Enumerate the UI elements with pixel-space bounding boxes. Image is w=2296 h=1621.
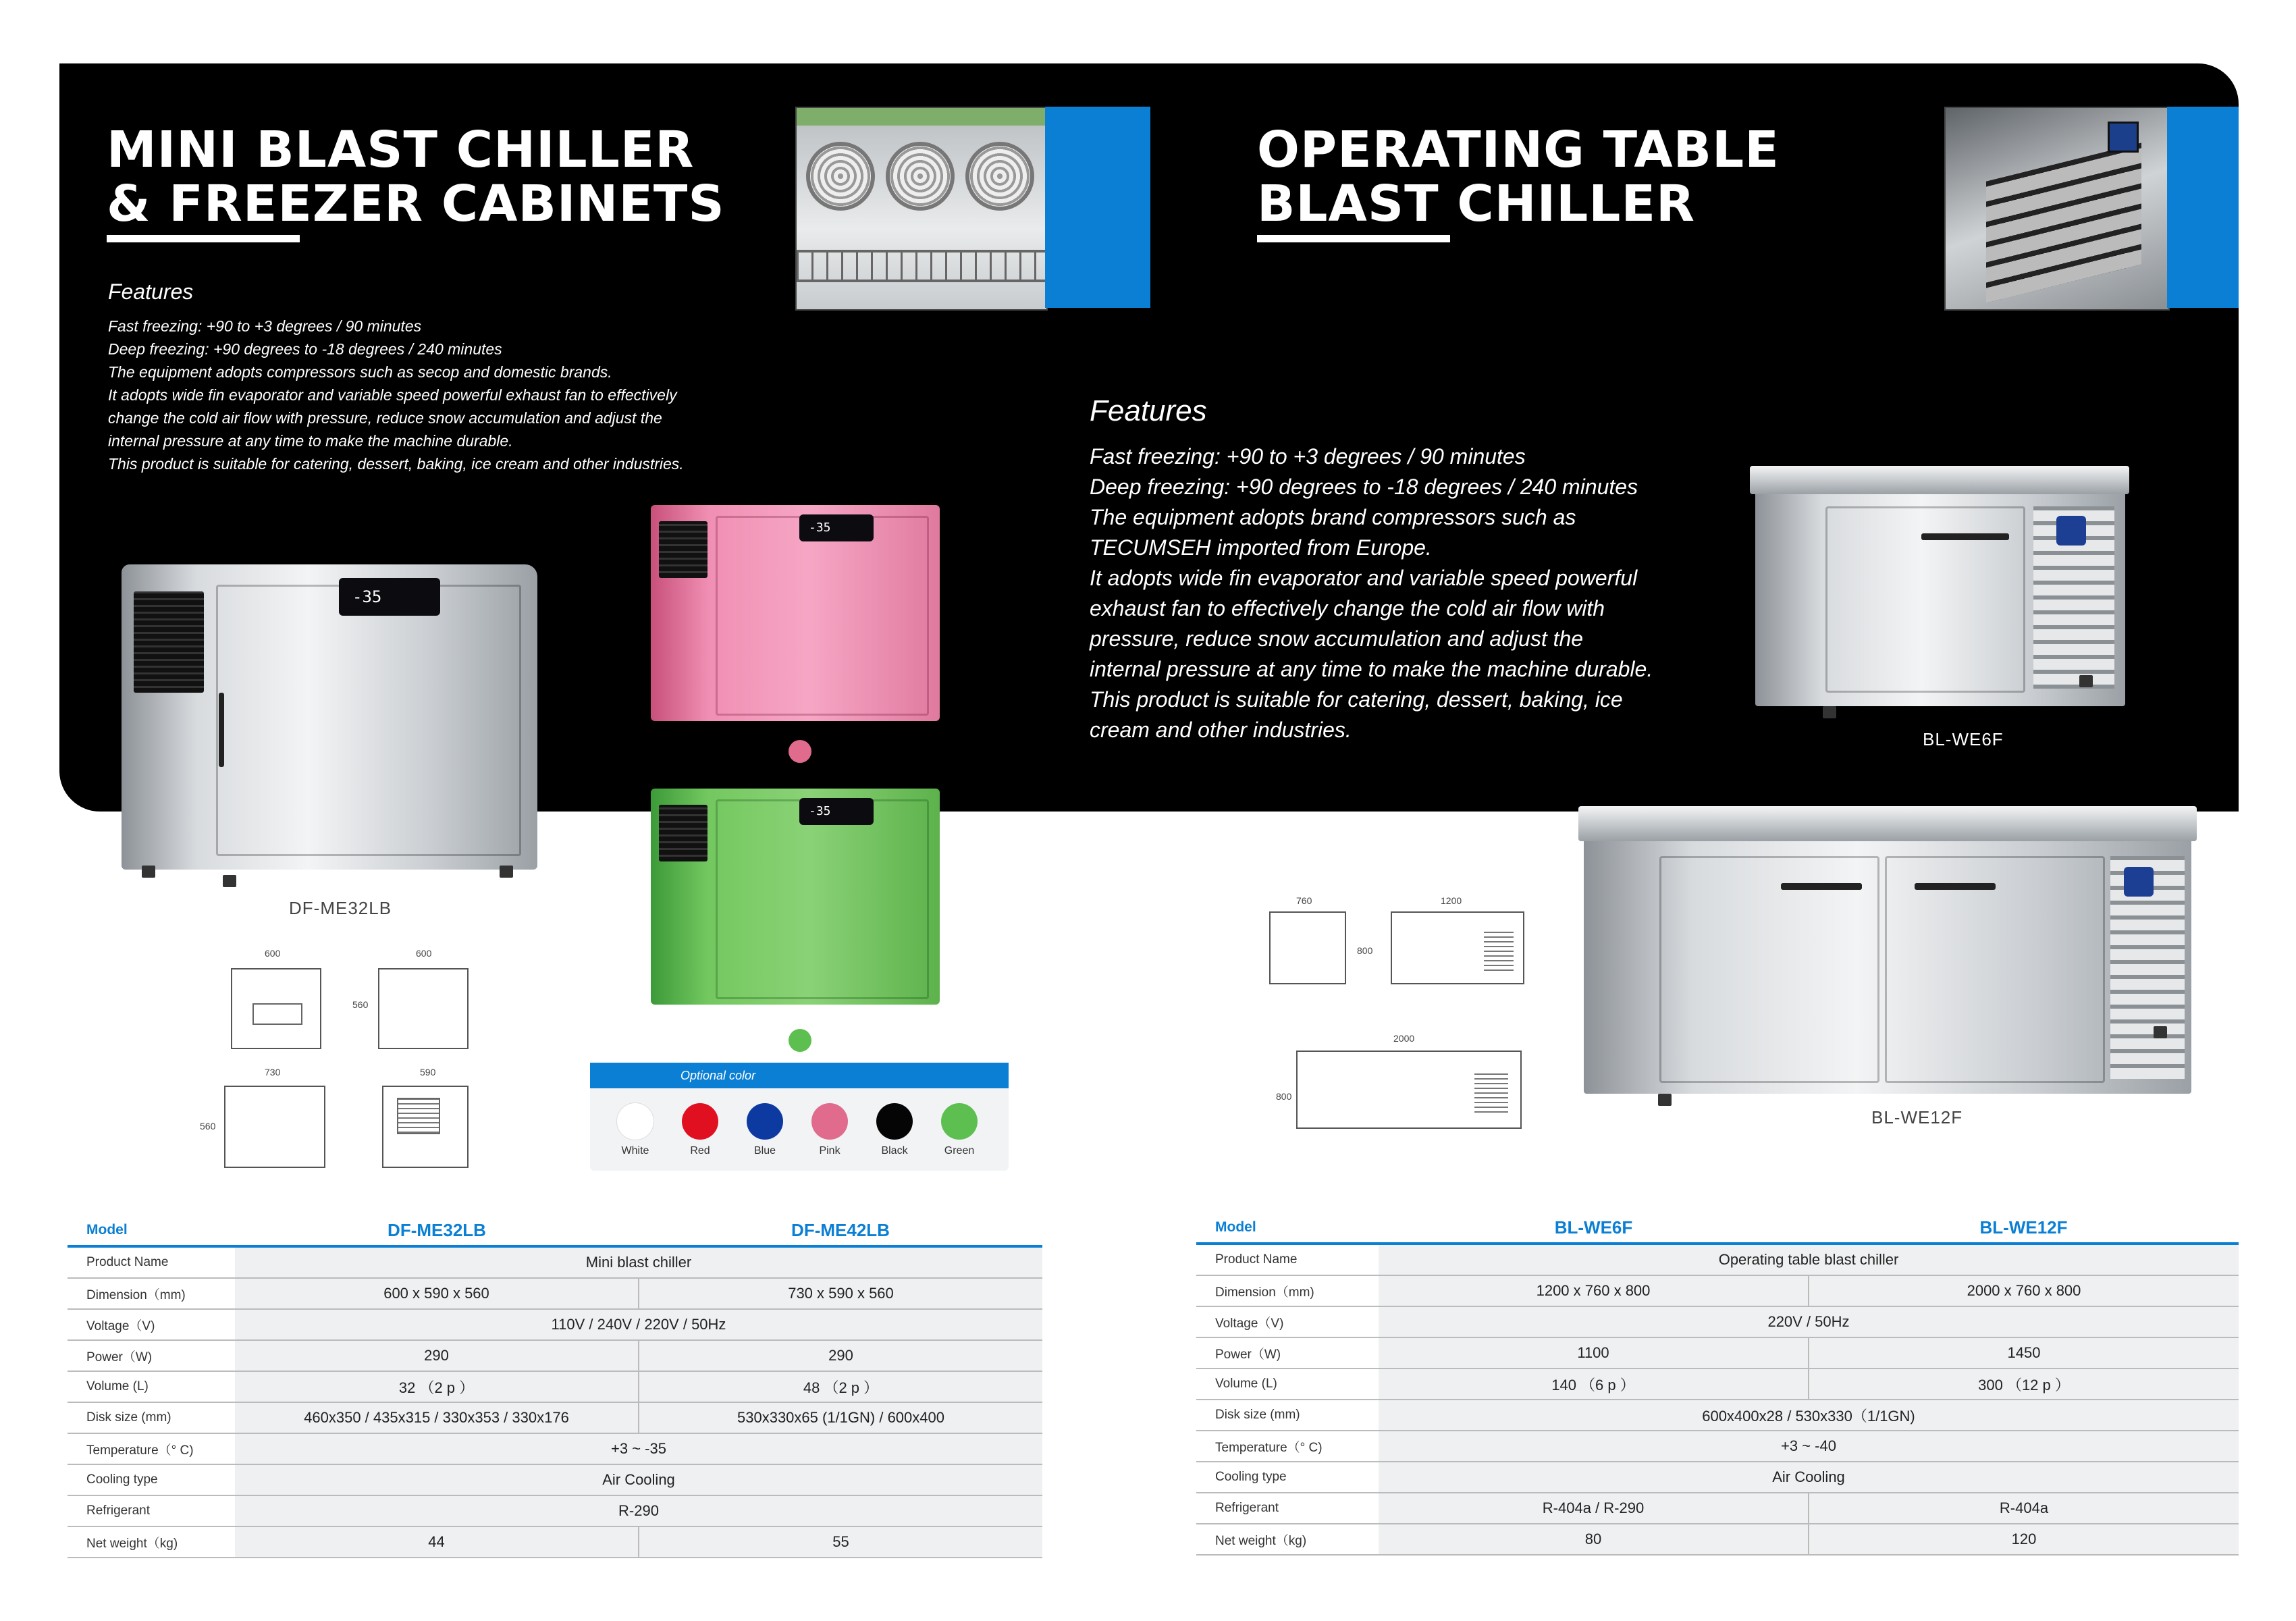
row-value: 290 bbox=[235, 1340, 639, 1371]
side-view-drawing bbox=[378, 968, 469, 1049]
table-display bbox=[2124, 867, 2154, 897]
model-caption-df-me32lb: DF-ME32LB bbox=[289, 898, 392, 918]
drawing-grille bbox=[1484, 930, 1514, 971]
left-title-line2: & FREEZER CABINETS bbox=[107, 175, 725, 233]
row-value: 600 x 590 x 560 bbox=[235, 1278, 639, 1309]
row-value: 530x330x65 (1/1GN) / 600x400 bbox=[639, 1402, 1042, 1433]
fan-icon bbox=[965, 142, 1034, 211]
row-label: Volume (L) bbox=[68, 1371, 235, 1402]
color-swatch-label: Red bbox=[690, 1145, 710, 1157]
dim-label: 590 bbox=[420, 1067, 436, 1078]
green-cabinet-image bbox=[651, 789, 940, 1005]
row-label: Disk size (mm) bbox=[68, 1402, 235, 1433]
model-caption-bl-we6f: BL-WE6F bbox=[1923, 729, 2004, 749]
model-name: BL-WE12F bbox=[1809, 1213, 2239, 1244]
silver-cabinet-image bbox=[122, 564, 537, 870]
dim-label: 2000 bbox=[1393, 1033, 1415, 1044]
drawing-window bbox=[252, 1003, 302, 1025]
front-view-drawing bbox=[231, 968, 321, 1049]
table-front-drawing bbox=[1391, 911, 1524, 984]
left-features-heading: Features bbox=[108, 280, 194, 304]
display-reading: -35 bbox=[352, 587, 382, 606]
model-label: Model bbox=[68, 1215, 235, 1246]
cabinet-foot bbox=[223, 875, 236, 887]
table-top bbox=[1578, 806, 2197, 841]
row-value: 1100 bbox=[1379, 1337, 1809, 1368]
row-label: Dimension（mm) bbox=[1196, 1275, 1379, 1306]
table-row bbox=[1196, 1275, 2239, 1306]
row-value: R-404a bbox=[1809, 1493, 2239, 1524]
row-value: 48 （2 p ） bbox=[639, 1371, 1042, 1402]
right-spec-table bbox=[1196, 1213, 2239, 1556]
dim-label: 800 bbox=[1357, 945, 1373, 956]
table-foot bbox=[1823, 706, 1836, 718]
table-row bbox=[68, 1309, 1042, 1340]
door-handle bbox=[1915, 883, 1996, 890]
table-row bbox=[1196, 1524, 2239, 1555]
right-features-list bbox=[1090, 442, 1653, 745]
table-display bbox=[2056, 516, 2086, 546]
row-value: 290 bbox=[639, 1340, 1042, 1371]
table-header-row bbox=[1196, 1213, 2239, 1244]
pink-color-dot bbox=[789, 740, 811, 763]
row-label: Cooling type bbox=[1196, 1462, 1379, 1493]
row-value: 1450 bbox=[1809, 1337, 2239, 1368]
model-name: DF-ME32LB bbox=[235, 1215, 639, 1246]
cabinet-display bbox=[339, 578, 440, 616]
dim-label: 560 bbox=[200, 1121, 216, 1132]
bl-we12f-table-image bbox=[1584, 816, 2191, 1094]
fan-icon bbox=[886, 142, 955, 211]
right-title-line1: OPERATING TABLE bbox=[1257, 121, 1780, 179]
right-feature: Deep freezing: +90 degrees to -18 degrees / 240 minutes bbox=[1090, 475, 1638, 499]
right-feature: pressure, reduce snow accumulation and adjust the bbox=[1090, 627, 1584, 651]
row-value: +3 ~ -40 bbox=[1379, 1431, 2239, 1462]
model-caption-bl-we12f: BL-WE12F bbox=[1871, 1107, 1963, 1127]
row-label: Disk size (mm) bbox=[1196, 1400, 1379, 1431]
color-swatch-label: White bbox=[621, 1145, 649, 1157]
row-label: Refrigerant bbox=[68, 1495, 235, 1526]
color-swatch-pink[interactable] bbox=[811, 1103, 848, 1140]
row-value: Mini blast chiller bbox=[235, 1246, 1042, 1278]
color-swatch-label: Green bbox=[944, 1145, 975, 1157]
rear-view-drawing bbox=[382, 1086, 469, 1168]
table-row bbox=[1196, 1306, 2239, 1337]
left-feature: It adopts wide fin evaporator and variable speed powerful exhaust fan to effectively bbox=[108, 386, 677, 404]
left-title-line1: MINI BLAST CHILLER bbox=[107, 121, 695, 179]
bl-we6f-table-image bbox=[1755, 473, 2125, 706]
table-row bbox=[1196, 1493, 2239, 1524]
row-value: R-290 bbox=[235, 1495, 1042, 1526]
door-handle bbox=[1781, 883, 1862, 890]
table-row bbox=[1196, 1368, 2239, 1400]
large-table-front-drawing bbox=[1296, 1051, 1522, 1129]
color-swatch-black[interactable] bbox=[876, 1103, 913, 1140]
row-value: Operating table blast chiller bbox=[1379, 1244, 2239, 1275]
table-row bbox=[68, 1433, 1042, 1464]
dim-label: 600 bbox=[416, 948, 432, 959]
row-label: Cooling type bbox=[68, 1464, 235, 1495]
table-top bbox=[1750, 466, 2129, 494]
display-reading: -35 bbox=[809, 521, 831, 535]
cabinet-door bbox=[716, 516, 929, 716]
table-row bbox=[68, 1371, 1042, 1402]
display-reading: -35 bbox=[809, 804, 831, 818]
table-door bbox=[1885, 856, 2105, 1083]
table-header-row bbox=[68, 1215, 1042, 1246]
row-value: 80 bbox=[1379, 1524, 1809, 1555]
dim-label: 1200 bbox=[1441, 895, 1462, 906]
row-value: 220V / 50Hz bbox=[1379, 1306, 2239, 1337]
dim-label: 760 bbox=[1296, 895, 1312, 906]
left-feature: change the cold air flow with pressure, reduce snow accumulation and adjust the bbox=[108, 409, 662, 427]
door-handle bbox=[1921, 533, 2009, 540]
row-value: 140 （6 p ） bbox=[1379, 1368, 1809, 1400]
color-swatch-red[interactable] bbox=[682, 1103, 718, 1140]
cabinet-door bbox=[716, 799, 929, 999]
right-feature: The equipment adopts brand compressors such as bbox=[1090, 505, 1576, 529]
right-feature: exhaust fan to effectively change the cold air flow with bbox=[1090, 596, 1605, 620]
cabinet-door bbox=[216, 585, 521, 856]
row-label: Volume (L) bbox=[1196, 1368, 1379, 1400]
row-label: Product Name bbox=[68, 1246, 235, 1278]
right-feature: cream and other industries. bbox=[1090, 718, 1352, 742]
row-value: 120 bbox=[1809, 1524, 2239, 1555]
table-side-drawing bbox=[1269, 911, 1346, 984]
optional-color-heading: Optional color bbox=[590, 1063, 1009, 1088]
table-door bbox=[1659, 856, 1879, 1083]
row-value: 730 x 590 x 560 bbox=[639, 1278, 1042, 1309]
color-swatch-label: Pink bbox=[819, 1145, 840, 1157]
dim-label: 600 bbox=[265, 948, 281, 959]
table-row bbox=[68, 1340, 1042, 1371]
row-label: Power（W) bbox=[68, 1340, 235, 1371]
row-label: Temperature（° C) bbox=[1196, 1431, 1379, 1462]
row-value: 44 bbox=[235, 1526, 639, 1558]
dim-label: 560 bbox=[352, 999, 369, 1010]
row-value: +3 ~ -35 bbox=[235, 1433, 1042, 1464]
drawing-grille bbox=[397, 1098, 440, 1134]
green-color-dot bbox=[789, 1029, 811, 1052]
row-value: 460x350 / 435x315 / 330x353 / 330x176 bbox=[235, 1402, 639, 1433]
cabinet-display bbox=[799, 514, 874, 541]
fan-icon bbox=[806, 142, 875, 211]
table-row bbox=[1196, 1337, 2239, 1368]
row-value: 300 （12 p ） bbox=[1809, 1368, 2239, 1400]
dim-label: 730 bbox=[265, 1067, 281, 1078]
left-feature: This product is suitable for catering, dessert, baking, ice cream and other industries. bbox=[108, 455, 684, 473]
fan-interior-photo bbox=[795, 107, 1048, 311]
row-value: R-404a / R-290 bbox=[1379, 1493, 1809, 1524]
right-features-heading: Features bbox=[1090, 394, 1207, 427]
row-label: Net weight（kg) bbox=[68, 1526, 235, 1558]
color-swatch-label: Blue bbox=[753, 1145, 776, 1157]
cabinet-vent bbox=[659, 521, 708, 578]
row-value: 1200 x 760 x 800 bbox=[1379, 1275, 1809, 1306]
left-feature: internal pressure at any time to make the machine durable. bbox=[108, 432, 513, 450]
cabinet-foot bbox=[500, 866, 513, 878]
table-row bbox=[1196, 1244, 2239, 1275]
right-feature: It adopts wide fin evaporator and variable speed powerful bbox=[1090, 566, 1638, 590]
control-panel-icon bbox=[2108, 122, 2139, 153]
tray-rack bbox=[1986, 142, 2141, 302]
left-feature: The equipment adopts compressors such as secop and domestic brands. bbox=[108, 363, 612, 381]
table-row bbox=[68, 1246, 1042, 1278]
color-swatch-white[interactable] bbox=[617, 1103, 653, 1140]
cabinet-display bbox=[799, 798, 874, 825]
table-row bbox=[1196, 1462, 2239, 1493]
left-title bbox=[107, 123, 725, 231]
left-feature: Fast freezing: +90 to +3 degrees / 90 minutes bbox=[108, 317, 422, 335]
row-label: Net weight（kg) bbox=[1196, 1524, 1379, 1555]
front-view-drawing-2 bbox=[224, 1086, 325, 1168]
cabinet-foot bbox=[142, 866, 155, 878]
row-label: Power（W) bbox=[1196, 1337, 1379, 1368]
right-title bbox=[1257, 123, 1780, 231]
color-swatch-blue[interactable] bbox=[747, 1103, 783, 1140]
cabinet-handle bbox=[219, 693, 224, 767]
row-label: Temperature（° C) bbox=[68, 1433, 235, 1464]
model-name: DF-ME42LB bbox=[639, 1215, 1042, 1246]
model-name: BL-WE6F bbox=[1379, 1213, 1809, 1244]
row-label: Voltage（V) bbox=[68, 1309, 235, 1340]
row-label: Product Name bbox=[1196, 1244, 1379, 1275]
table-row bbox=[68, 1495, 1042, 1526]
photo-side-green bbox=[797, 108, 1046, 126]
row-value: Air Cooling bbox=[1379, 1462, 2239, 1493]
cabinet-vent bbox=[659, 805, 708, 861]
tray-interior-photo bbox=[1944, 107, 2170, 311]
table-row bbox=[68, 1526, 1042, 1558]
table-row bbox=[1196, 1400, 2239, 1431]
right-title-underline bbox=[1257, 235, 1450, 242]
right-feature: TECUMSEH imported from Europe. bbox=[1090, 535, 1432, 560]
table-row bbox=[68, 1464, 1042, 1495]
left-features-list bbox=[108, 315, 684, 475]
table-foot bbox=[2154, 1026, 2167, 1038]
wire-shelf bbox=[797, 250, 1046, 282]
pink-cabinet-image bbox=[651, 505, 940, 721]
table-row bbox=[68, 1278, 1042, 1309]
table-foot bbox=[1658, 1094, 1672, 1106]
row-value: 55 bbox=[639, 1526, 1042, 1558]
left-feature: Deep freezing: +90 degrees to -18 degrees / 240 minutes bbox=[108, 340, 502, 358]
drawing-grille bbox=[1474, 1071, 1508, 1113]
table-row bbox=[1196, 1431, 2239, 1462]
blue-accent-tab bbox=[1045, 107, 1150, 308]
row-value: 110V / 240V / 220V / 50Hz bbox=[235, 1309, 1042, 1340]
model-label: Model bbox=[1196, 1213, 1379, 1244]
table-row bbox=[68, 1402, 1042, 1433]
row-value: 600x400x28 / 530x330（1/1GN) bbox=[1379, 1400, 2239, 1431]
blue-accent-tab bbox=[2167, 107, 2239, 308]
color-swatch-green[interactable] bbox=[941, 1103, 978, 1140]
row-value: 32 （2 p ） bbox=[235, 1371, 639, 1402]
row-label: Dimension（mm) bbox=[68, 1278, 235, 1309]
left-title-underline bbox=[107, 235, 300, 242]
right-title-line2: BLAST CHILLER bbox=[1257, 175, 1695, 233]
row-value: 2000 x 760 x 800 bbox=[1809, 1275, 2239, 1306]
row-value: Air Cooling bbox=[235, 1464, 1042, 1495]
row-label: Voltage（V) bbox=[1196, 1306, 1379, 1337]
cabinet-vent bbox=[134, 591, 204, 693]
right-feature: This product is suitable for catering, dessert, baking, ice bbox=[1090, 687, 1623, 712]
dim-label: 800 bbox=[1276, 1091, 1292, 1102]
table-foot bbox=[2079, 675, 2093, 687]
left-spec-table bbox=[68, 1215, 1042, 1558]
right-feature: Fast freezing: +90 to +3 degrees / 90 minutes bbox=[1090, 444, 1526, 469]
right-feature: internal pressure at any time to make the machine durable. bbox=[1090, 657, 1653, 681]
color-swatch-label: Black bbox=[881, 1145, 908, 1157]
row-label: Refrigerant bbox=[1196, 1493, 1379, 1524]
